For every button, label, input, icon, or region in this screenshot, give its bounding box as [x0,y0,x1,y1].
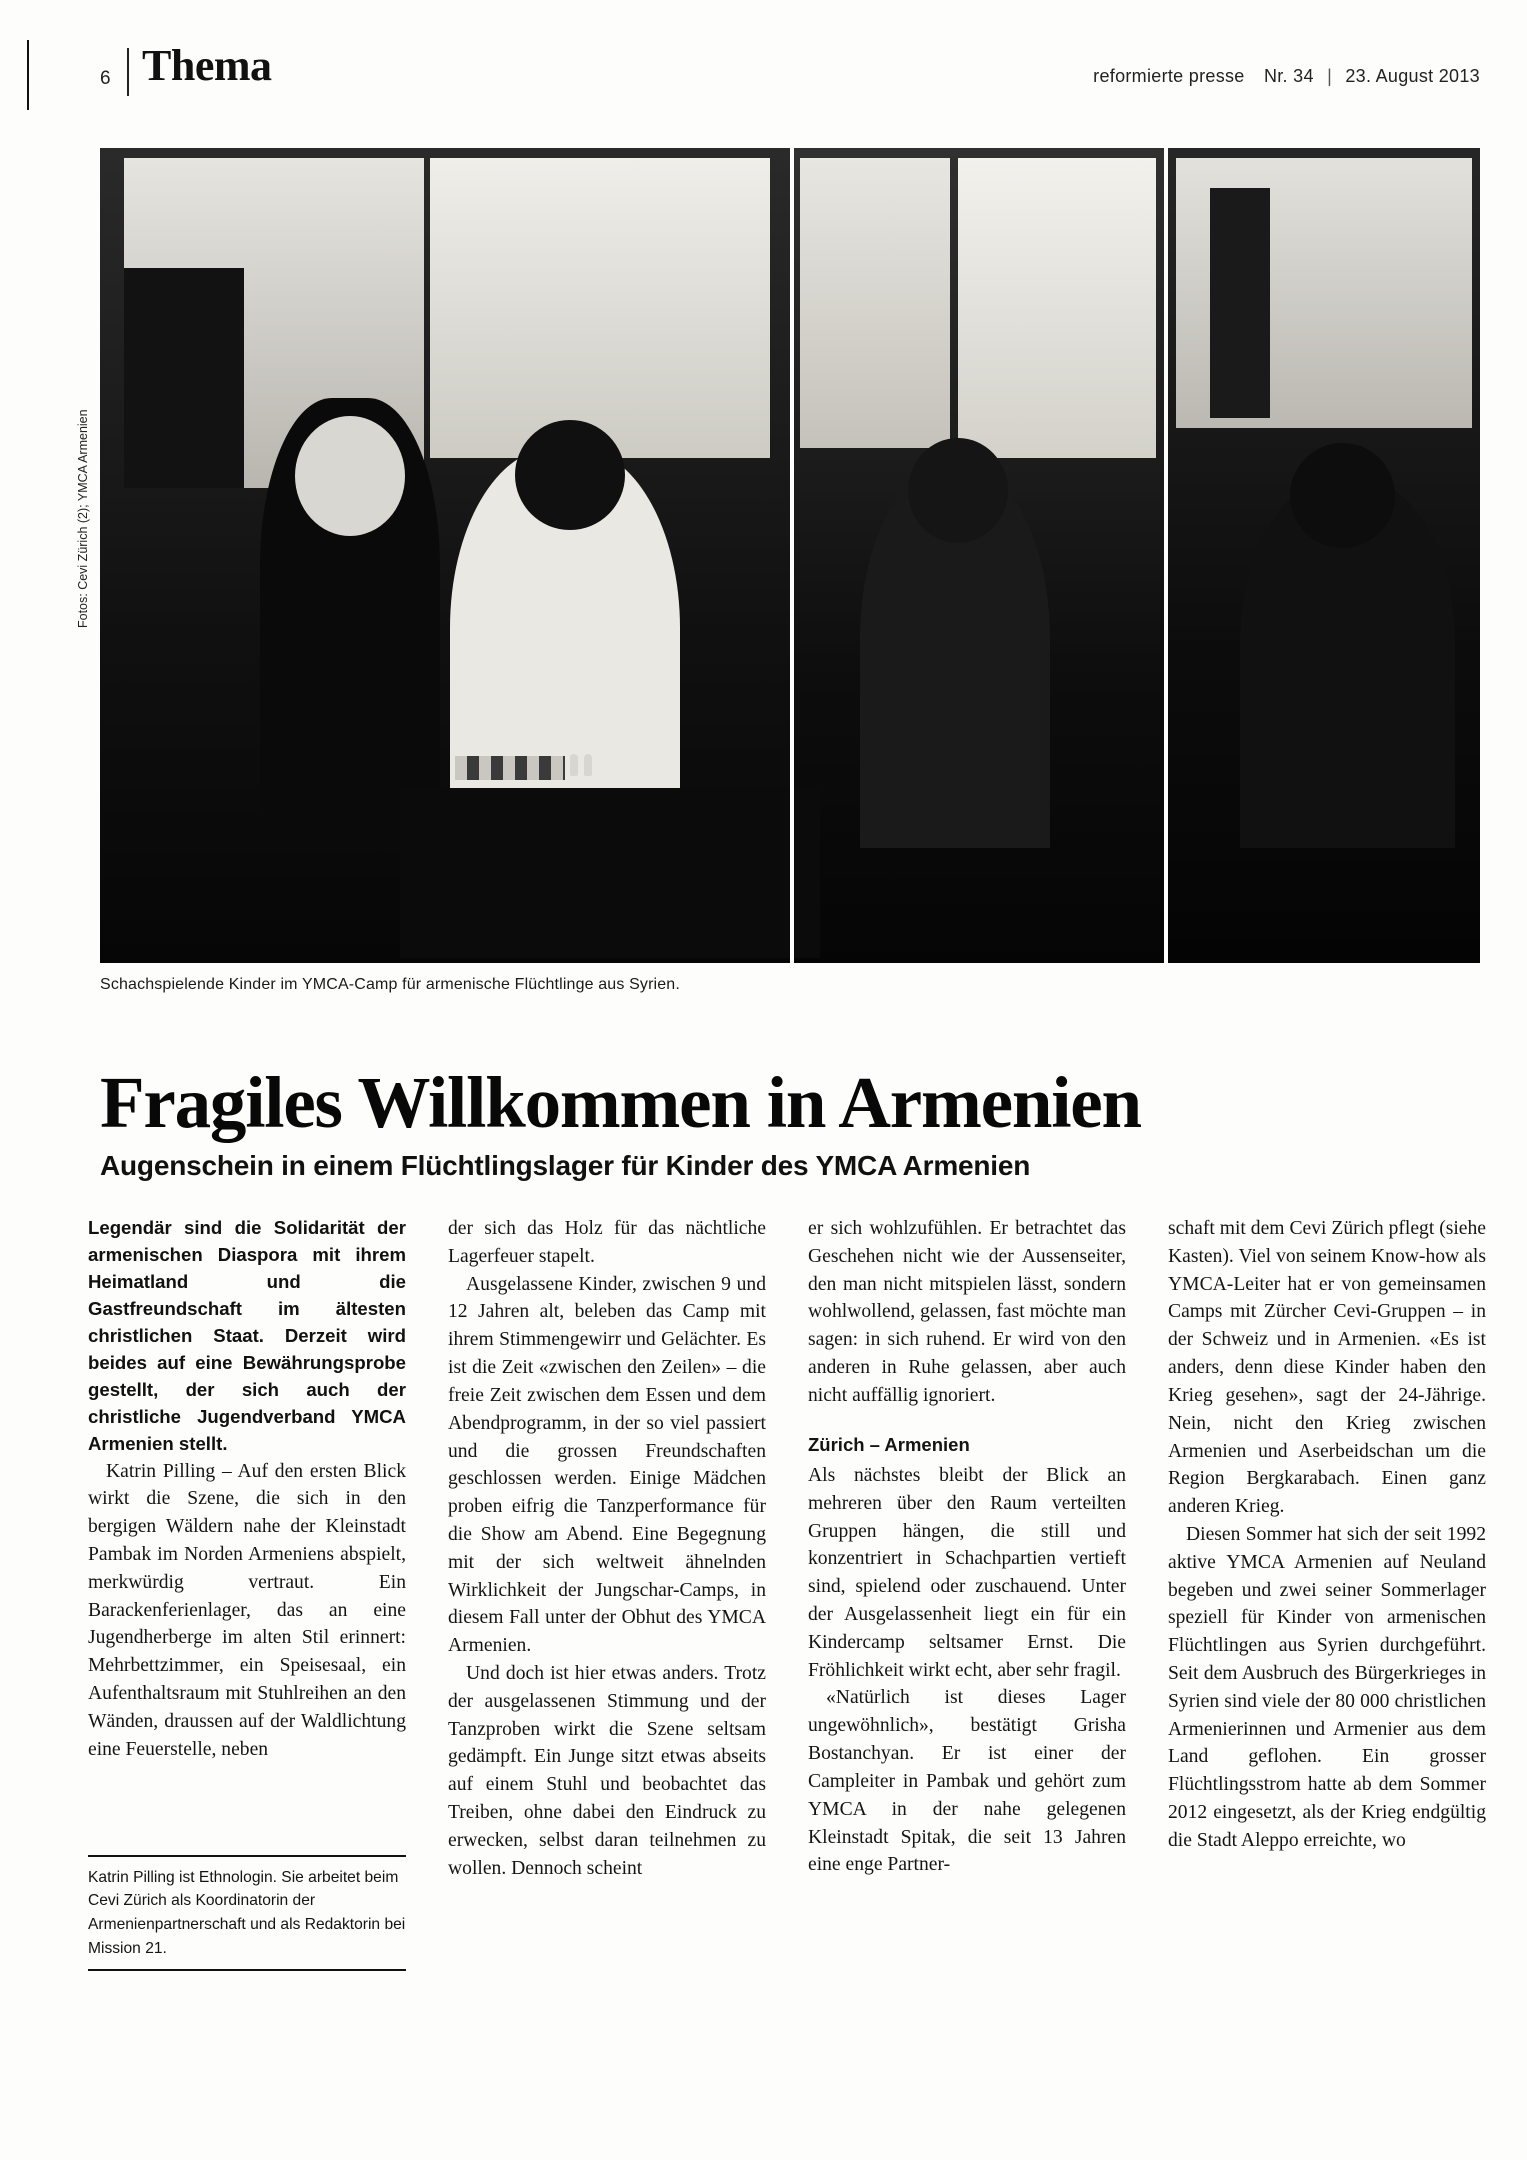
photo-figure-boy-left-head [295,416,405,536]
paragraph: er sich wohlzufühlen. Er betrachtet das Geschehen nicht wie der Aussenseiter, den man nicht mitspielen lässt, sondern wohlwollend, gelassen, fast möchte man sagen: in sich ruhend. Er wird von den anderen in Ruhe gelassen, aber auch nicht auffällig ignoriert. [808,1218,1126,1406]
paragraph: schaft mit dem Cevi Zürich pflegt (siehe Kasten). Viel von seinem Know-how als YMCA-Leiter hat er von gemeinsamen Camps mit Zürcher Cevi-Gruppen – in der Schweiz und in Armenien. «Es ist anders, denn diese Kinder haben den Krieg gesehen», sagt der 24-Jährige. Nein, nicht den Krieg zwischen Armenien und Aserbeidschan um die Region Bergkarabach. Einen ganz anderen Krieg. [1168,1218,1486,1518]
photo-table [400,788,820,958]
photo-figure-child-right-head [1290,443,1395,548]
column-2 [448,1215,766,1883]
paragraph: Diesen Sommer hat sich der seit 1992 aktive YMCA Armenien auf Neuland begeben und zwei seiner Sommerlager speziell für Kinder von armenischen Flüchtlingen aus Syrien durchgeführt. Seit dem Ausbruch des Bürgerkrieges in Syrien sind viele der 80 000 christlichen Armenierinnen und Armenier aus dem Land geflohen. Ein grosser Flüchtlingsstrom hatte ab dem Sommer 2012 eingesetzt, als der Krieg endgültig die Stadt Aleppo erreichte, wo [1168,1523,1486,1851]
paragraph: der sich das Holz für das nächtliche Lagerfeuer stapelt. [448,1218,766,1267]
article-lead: Legendär sind die Solidarität der armenischen Diaspora mit ihrem Heimatland und die Gastfreundschaft im ältesten christlichen Staat. Derzeit wird beides auf eine Bewährungsprobe gestellt, der sich auch der christliche Jugendverband YMCA Armenien stellt. [88,1217,406,1454]
header-divider-rule [127,48,129,96]
article-subhead: Augenschein in einem Flüchtlingslager für Kinder des YMCA Armenien [100,1150,1031,1181]
paragraph: Als nächstes bleibt der Blick an mehreren über den Raum verteilten Gruppen hängen, die still und konzentriert in Schachpartien vertieft sind, spielend oder zuschauend. Unter der Ausgelassenheit liegt ein für ein Kindercamp seltsamer Ernst. Die Fröhlichkeit wirkt echt, aber sehr fragil. [808,1464,1126,1681]
column-4 [1168,1215,1486,1855]
author-box [88,1855,406,1971]
photo-gutter-1 [790,148,794,963]
issue-date: 23. August 2013 [1345,66,1480,86]
photo-doorway-right [1210,188,1270,418]
paragraph: «Natürlich ist dieses Lager ungewöhnlich», bestätigt Grisha Bostanchyan. Er ist einer der Campleiter in Pambak und gehört zum YMCA in der nahe gelegenen Kleinstadt Spitak, die seit 13 Jahren eine enge Partner- [808,1687,1126,1876]
photo-block [76,148,1480,993]
photo-wall-2 [430,158,770,458]
photo-credit: Fotos: Cevi Zürich (2); YMCA Armenien [76,409,90,628]
photo-figure-child-center-right-head [908,438,1008,543]
header-left-tick [27,40,29,110]
photo-chess-piece [584,754,592,776]
paragraph: Katrin Pilling – Auf den ersten Blick wirkt die Szene, die sich in den bergigen Wäldern nahe der Kleinstadt Pambak im Norden Armeniens abspielt, merkwürdig vertraut. Ein Barackenferienlager, das an eine Jugendherberge im alten Stil erinnert: Mehrbettzimmer, ein Speisesaal, ein Aufenthaltsraum mit Stuhlreihen an den Wänden, draussen auf der Waldlichtung eine Feuerstelle, neben [88,1460,406,1760]
paragraph: Und doch ist hier etwas anders. Trotz der ausgelassenen Stimmung und der Tanzproben wirkt die Szene seltsam gedämpft. Ein Junge sitzt etwas abseits auf einem Stuhl und beobachtet das Treiben, ohne dabei den Eindruck zu erwecken, selbst daran teilnehmen zu wollen. Dennoch scheint [448,1663,766,1879]
photo-chessboard [455,756,565,780]
photo-doorway-left [124,268,244,488]
column-3 [808,1215,1126,1879]
page-number: 6 [100,68,111,89]
author-box-rule-bottom [88,1969,406,1971]
issue-number: Nr. 34 [1263,66,1314,86]
photo-wall-3 [800,158,950,448]
photo-figure-child-center-left-head [515,420,625,530]
publication-name: reformierte presse [1093,66,1245,86]
photo-chess-piece [570,754,578,776]
author-box-text: Katrin Pilling ist Ethnologin. Sie arbeitet beim Cevi Zürich als Koordinatorin der Armenienpartnerschaft und als Redaktorin bei Mission 21. [88,1868,406,1957]
photo-image [100,148,1480,963]
page-header [100,40,1480,100]
section-subheading: Zürich – Armenien [808,1433,970,1455]
photo-wall-4 [958,158,1156,458]
photo-caption: Schachspielende Kinder im YMCA-Camp für armenische Flüchtlinge aus Syrien. [100,976,680,993]
section-title: Thema [142,41,272,90]
article-body [88,1215,1488,2005]
article-headline: Fragiles Willkommen in Armenien [100,1062,1141,1143]
column-1 [88,1215,406,1957]
photo-gutter-2 [1164,148,1168,963]
meta-separator: | [1327,66,1333,86]
paragraph: Ausgelassene Kinder, zwischen 9 und 12 Jahren alt, beleben das Camp mit ihrem Stimmengewirr und Gelächter. Es ist die Zeit «zwischen den Zeilen» – die freie Zeit zwischen dem Essen und dem Abendprogramm, in der so viel passiert und die grossen Freundschaften geschlossen werden. Einige Mädchen proben eifrig die Tanzperformance für die Show am Abend. Eine Begegnung mit der sich weltweit ähnelnden Wirklichkeit der Jungschar-Camps, in diesem Fall unter der Obhut des YMCA Armenien. [448,1273,766,1657]
header-meta [1093,66,1480,87]
